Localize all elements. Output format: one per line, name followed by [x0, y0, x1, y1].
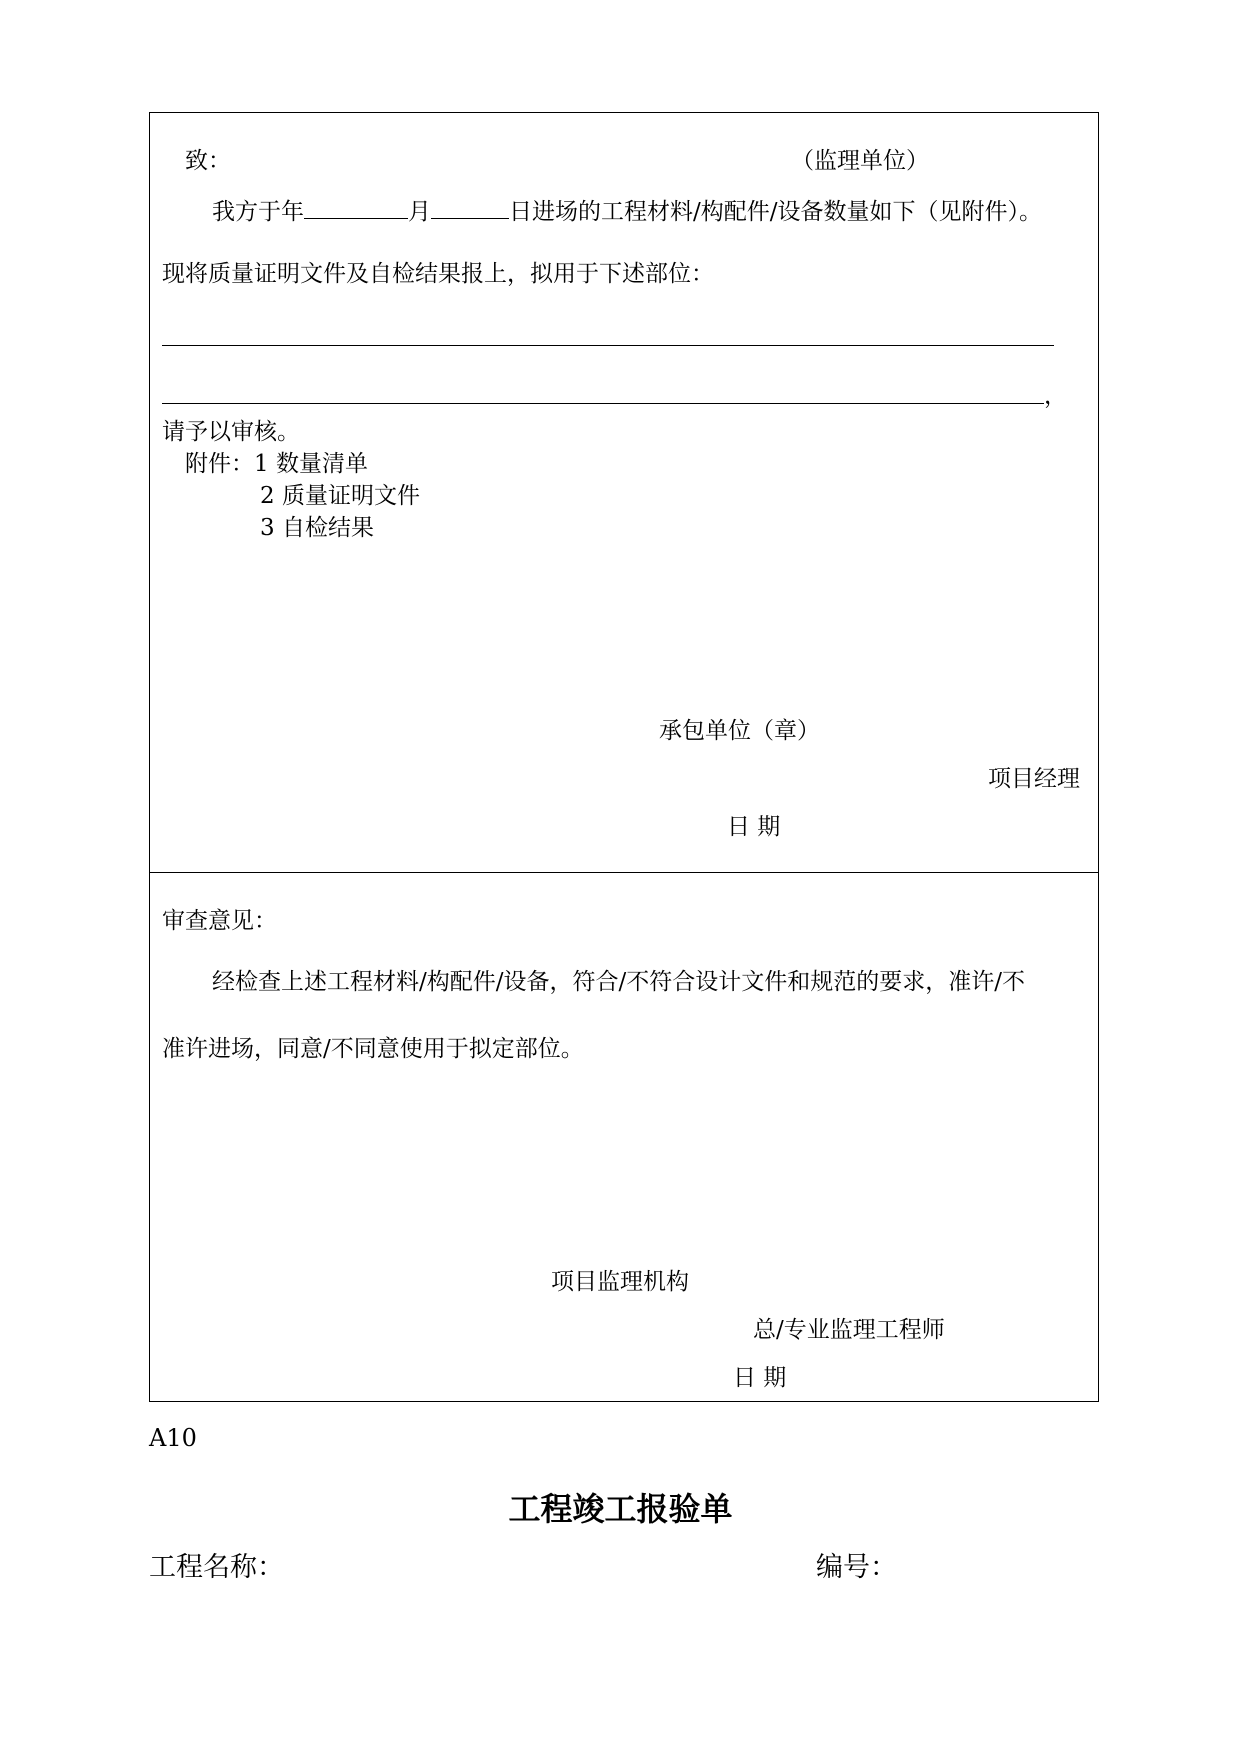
line-end-comma: ，	[1044, 383, 1067, 409]
material-report-form	[149, 112, 1099, 1402]
review-opinion-label: 审查意见：	[162, 908, 277, 934]
entry-line-prefix: 我方于年	[212, 199, 304, 225]
year-blank	[304, 198, 408, 219]
engineer-label: 总/专业监理工程师	[753, 1317, 945, 1343]
review-text-line-1: 经检查上述工程材料/构配件/设备，符合/不符合设计文件和规范的要求，准许/不	[212, 969, 1025, 995]
supervision-org-label: 项目监理机构	[551, 1269, 689, 1295]
request-review: 请予以审核。	[162, 419, 300, 445]
number-label: 编号：	[816, 1552, 897, 1583]
review-text-line-2: 准许进场，同意/不同意使用于拟定部位。	[162, 1036, 584, 1062]
attachments-label: 附件：1 数量清单	[185, 451, 368, 477]
attachment-3: 3 自检结果	[260, 515, 374, 541]
supervision-unit-label: （监理单位）	[791, 148, 929, 174]
entry-date-line	[212, 198, 1042, 224]
entry-line-suffix: 日进场的工程材料/构配件/设备数量如下（见附件）。	[509, 199, 1042, 225]
month-label: 月	[408, 199, 431, 225]
submission-line: 现将质量证明文件及自检结果报上，拟用于下述部位：	[162, 261, 714, 287]
location-blank-line-1	[162, 345, 1054, 346]
project-name-label: 工程名称：	[149, 1552, 284, 1583]
project-manager-label: 项目经理	[988, 766, 1080, 792]
date-label-a: 日 期	[727, 814, 781, 840]
attachment-2: 2 质量证明文件	[260, 483, 420, 509]
to-label: 致：	[185, 148, 231, 174]
contractor-seal-label: 承包单位（章）	[659, 718, 820, 744]
location-blank-line-2	[162, 403, 1044, 404]
form-code: A10	[149, 1424, 197, 1452]
month-blank	[431, 198, 509, 219]
section-divider	[150, 872, 1098, 873]
page-title: 工程竣工报验单	[508, 1490, 733, 1528]
date-label-b: 日 期	[733, 1365, 787, 1391]
